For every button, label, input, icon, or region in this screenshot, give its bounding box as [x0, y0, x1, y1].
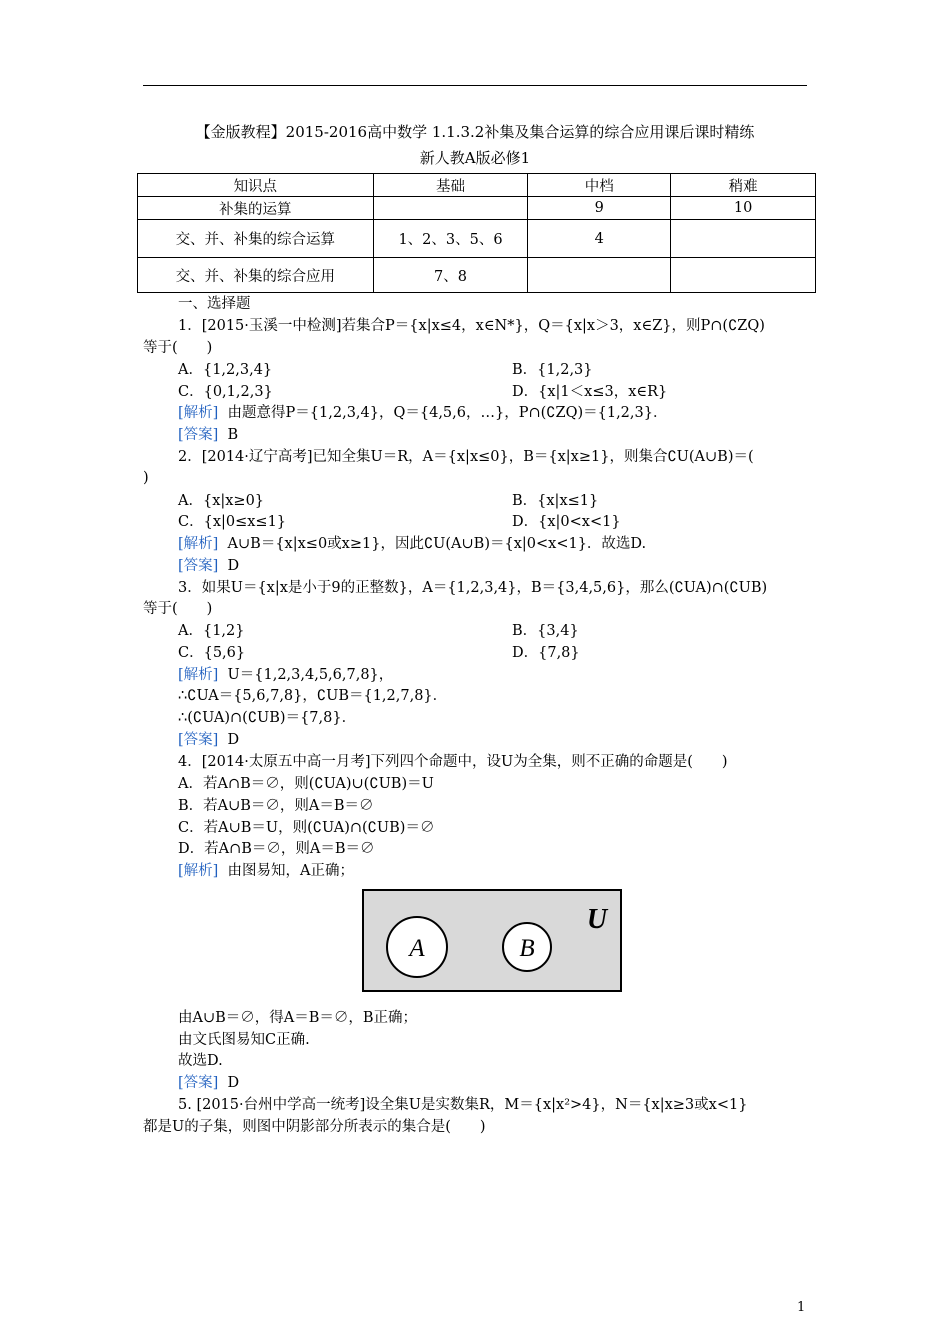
answer-tag: [答案]: [178, 1075, 219, 1091]
q3-analysis: [178, 665, 393, 685]
analysis-text: 由图易知，A正确；: [227, 863, 355, 879]
doc-title-line1: 【金版教程】2015-2016高中数学 1.1.3.2补集及集合运算的综合应用课后课时精练: [195, 123, 755, 141]
q2-stem: 2．[2014·辽宁高考]已知全集U＝R，A＝{x|x≤0}，B＝{x|x≥1}，则集合∁U(A∪B)＝(: [178, 449, 754, 465]
q2-answer: [178, 556, 239, 576]
answer-tag: [答案]: [178, 732, 219, 748]
table-cell: 4: [528, 220, 671, 258]
q3-option-b: B．{3,4}: [512, 623, 579, 639]
q5-stem-cont: 都是U的子集，则图中阴影部分所表示的集合是( ): [143, 1119, 486, 1135]
q4-answer: [178, 1073, 239, 1093]
q3-analysis-line2: ∴∁UA＝{5,6,7,8}，∁UB＝{1,2,7,8}．: [178, 688, 448, 704]
table-cell: [671, 258, 816, 293]
q1-answer: [178, 425, 238, 445]
q4-option-a: A．若A∩B＝∅，则(∁UA)∪(∁UB)＝U: [178, 776, 434, 792]
q3-stem-cont: 等于( ): [143, 601, 213, 617]
q5-stem: 5. [2015·台州中学高一统考]设全集U是实数集R，M＝{x|x²>4}，N＝{x|x≥3或x<1}: [178, 1097, 748, 1113]
q4-stem: 4．[2014·太原五中高一月考]下列四个命题中，设U为全集，则不正确的命题是( ): [178, 754, 728, 770]
q1-analysis: [178, 403, 667, 423]
section-heading: 一、选择题: [178, 296, 251, 312]
knowledge-table: [137, 173, 816, 293]
table-cell: [528, 258, 671, 293]
q4-after-1: 由A∪B＝∅，得A＝B＝∅，B正确；: [178, 1010, 418, 1026]
analysis-text: U＝{1,2,3,4,5,6,7,8}，: [227, 667, 394, 683]
table-cell: 交、并、补集的综合运算: [138, 220, 374, 258]
q4-option-b: B．若A∪B＝∅，则A＝B＝∅: [178, 798, 374, 814]
table-header-cell: 基础: [373, 174, 528, 197]
q1-option-a: A．{1,2,3,4}: [178, 362, 273, 378]
q3-option-c: C．{5,6}: [178, 645, 246, 661]
table-cell: 1、2、3、5、6: [373, 220, 528, 258]
q2-option-c: C．{x|0≤x≤1}: [178, 514, 287, 530]
q2-option-d: D．{x|0<x<1}: [512, 514, 621, 530]
analysis-tag: [解析]: [178, 863, 219, 879]
answer-tag: [答案]: [178, 558, 219, 574]
q4-analysis: [178, 861, 354, 881]
table-header-cell: 知识点: [138, 174, 374, 197]
q4-after-2: 由文氏图易知C正确.: [178, 1032, 310, 1048]
q4-option-d: D．若A∩B＝∅，则A＝B＝∅: [178, 841, 375, 857]
q1-stem-cont: 等于( ): [143, 340, 213, 356]
table-cell: 交、并、补集的综合应用: [138, 258, 374, 293]
q2-analysis: [178, 534, 646, 554]
analysis-text: A∪B＝{x|x≤0或x≥1}，因此∁U(A∪B)＝{x|0<x<1}．故选D.: [227, 536, 647, 552]
q3-analysis-line3: ∴(∁UA)∩(∁UB)＝{7,8}．: [178, 710, 357, 726]
venn-diagram: [362, 889, 622, 992]
q3-option-d: D．{7,8}: [512, 645, 580, 661]
analysis-tag: [解析]: [178, 536, 219, 552]
page-number: 1: [797, 1300, 806, 1315]
q1-option-d: D．{x|1＜x≤3，x∈R}: [512, 384, 668, 400]
q4-option-c: C．若A∪B＝U，则(∁UA)∩(∁UB)＝∅: [178, 820, 435, 836]
table-header-cell: 稍难: [671, 174, 816, 197]
table-cell: [373, 197, 528, 220]
analysis-text: 由题意得P＝{1,2,3,4}，Q＝{4,5,6，…}，P∩(∁ZQ)＝{1,2,3}．: [227, 405, 668, 421]
table-header-row: [138, 174, 816, 197]
q3-stem: 3．如果U＝{x|x是小于9的正整数}，A＝{1,2,3,4}，B＝{3,4,5,6}，那么(∁UA)∩(∁UB): [178, 580, 768, 596]
header-rule: [143, 85, 807, 86]
answer-text: B: [227, 427, 239, 443]
table-row: [138, 258, 816, 293]
q3-answer: [178, 730, 239, 750]
doc-title-line2: 新人教A版必修1: [419, 149, 531, 167]
answer-text: D: [227, 558, 240, 574]
table-cell: 9: [528, 197, 671, 220]
table-cell: 7、8: [373, 258, 528, 293]
universe-label: U: [586, 904, 608, 935]
q1-option-b: B．{1,2,3}: [512, 362, 593, 378]
analysis-tag: [解析]: [178, 667, 219, 683]
table-header-cell: 中档: [528, 174, 671, 197]
table-cell: 补集的运算: [138, 197, 374, 220]
q1-stem: 1．[2015·玉溪一中检测]若集合P＝{x|x≤4，x∈N*}，Q＝{x|x＞3，x∈Z}，则P∩(∁ZQ): [178, 318, 765, 334]
answer-tag: [答案]: [178, 427, 219, 443]
q2-stem-cont: ): [143, 470, 149, 486]
answer-text: D: [227, 732, 240, 748]
table-cell: 10: [671, 197, 816, 220]
table-row: [138, 197, 816, 220]
q3-option-a: A．{1,2}: [178, 623, 245, 639]
answer-text: D: [227, 1075, 240, 1091]
set-a-label: A: [409, 935, 425, 962]
set-b-label: B: [519, 935, 535, 962]
table-cell: [671, 220, 816, 258]
q2-option-b: B．{x|x≤1}: [512, 493, 599, 509]
table-row: [138, 220, 816, 258]
analysis-tag: [解析]: [178, 405, 219, 421]
q2-option-a: A．{x|x≥0}: [178, 493, 265, 509]
q4-after-3: 故选D.: [178, 1053, 223, 1069]
q1-option-c: C．{0,1,2,3}: [178, 384, 273, 400]
